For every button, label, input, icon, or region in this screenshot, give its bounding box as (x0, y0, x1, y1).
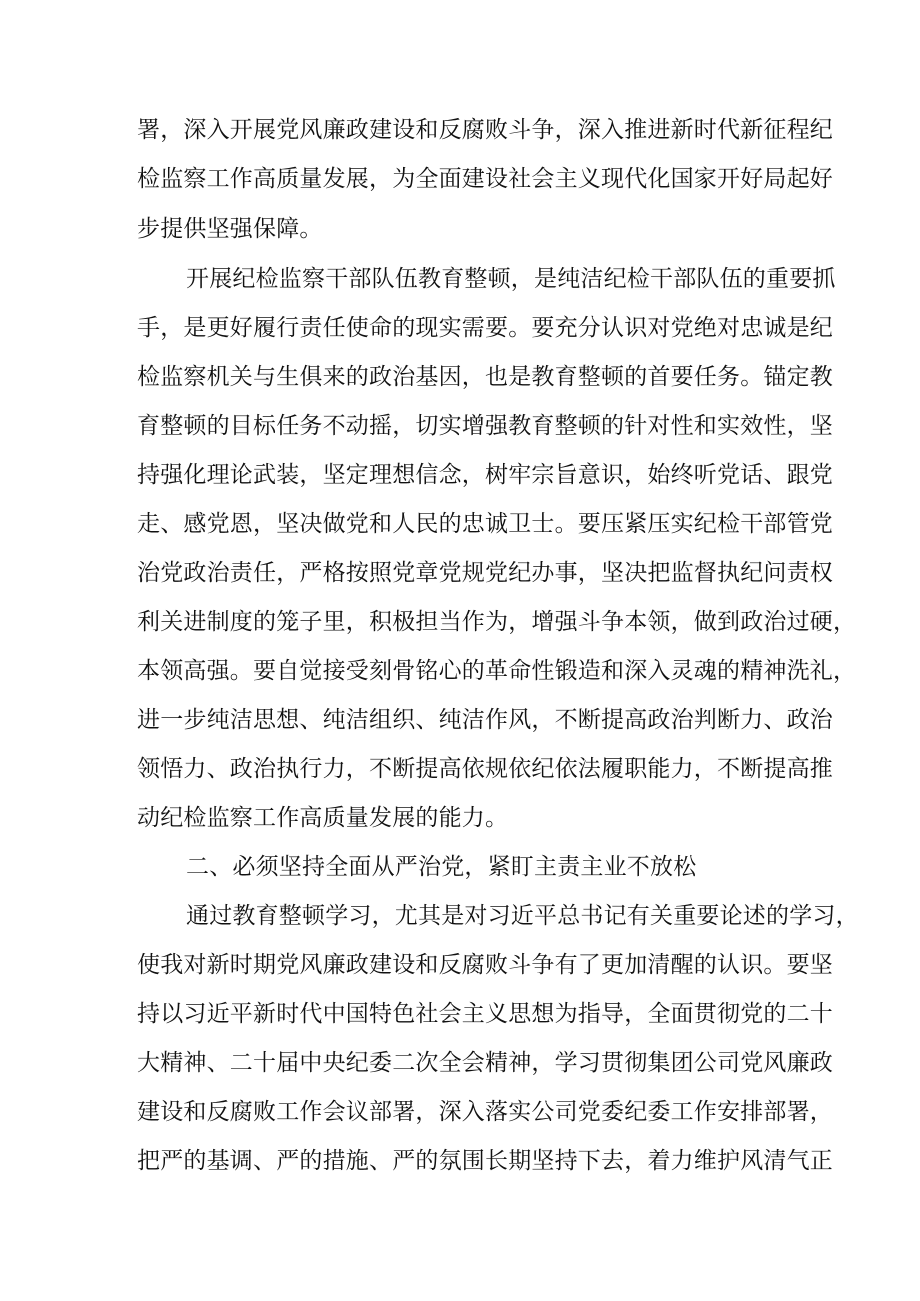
section-heading: 二、必须坚持全面从严治党，紧盯主责主业不放松 (186, 854, 697, 880)
paragraph-line: 持以习近平新时代中国特色社会主义思想为指导，全面贯彻党的二十 (137, 1001, 833, 1027)
paragraph-line: 手，是更好履行责任使命的现实需要。要充分认识对党绝对忠诚是纪 (137, 315, 833, 341)
paragraph-line: 利关进制度的笼子里，积极担当作为，增强斗争本领，做到政治过硬， (137, 609, 857, 635)
paragraph-line: 检监察机关与生俱来的政治基因，也是教育整顿的首要任务。锚定教 (137, 364, 833, 390)
paragraph-line: 通过教育整顿学习，尤其是对习近平总书记有关重要论述的学习， (186, 903, 859, 929)
paragraph-line: 动纪检监察工作高质量发展的能力。 (137, 805, 509, 831)
paragraph-line: 本领高强。要自觉接受刻骨铭心的革命性锻造和深入灵魂的精神洗礼， (137, 658, 857, 684)
paragraph-line: 开展纪检监察干部队伍教育整顿，是纯洁纪检干部队伍的重要抓 (186, 266, 836, 292)
paragraph-line: 步提供坚强保障。 (137, 216, 323, 242)
paragraph-line: 走、感党恩，坚决做党和人民的忠诚卫士。要压紧压实纪检干部管党 (137, 511, 833, 537)
paragraph-line: 治党政治责任，严格按照党章党规党纪办事，坚决把监督执纪问责权 (137, 560, 833, 586)
paragraph-line: 把严的基调、严的措施、严的氛围长期坚持下去，着力维护风清气正 (137, 1148, 833, 1174)
paragraph-line: 进一步纯洁思想、纯洁组织、纯洁作风，不断提高政治判断力、政治 (137, 707, 833, 733)
paragraph-line: 大精神、二十届中央纪委二次全会精神，学习贯彻集团公司党风廉政 (137, 1050, 833, 1076)
paragraph-line: 使我对新时期党风廉政建设和反腐败斗争有了更加清醒的认识。要坚 (137, 952, 833, 978)
paragraph-line: 领悟力、政治执行力，不断提高依规依纪依法履职能力，不断提高推 (137, 756, 833, 782)
paragraph-line: 育整顿的目标任务不动摇，切实增强教育整顿的针对性和实效性，坚 (137, 413, 833, 439)
paragraph-line: 检监察工作高质量发展，为全面建设社会主义现代化国家开好局起好 (137, 166, 833, 192)
paragraph-line: 持强化理论武装，坚定理想信念，树牢宗旨意识，始终听党话、跟党 (137, 462, 833, 488)
paragraph-line: 署，深入开展党风廉政建设和反腐败斗争，深入推进新时代新征程纪 (137, 117, 833, 143)
paragraph-line: 建设和反腐败工作会议部署，深入落实公司党委纪委工作安排部署， (137, 1099, 833, 1125)
